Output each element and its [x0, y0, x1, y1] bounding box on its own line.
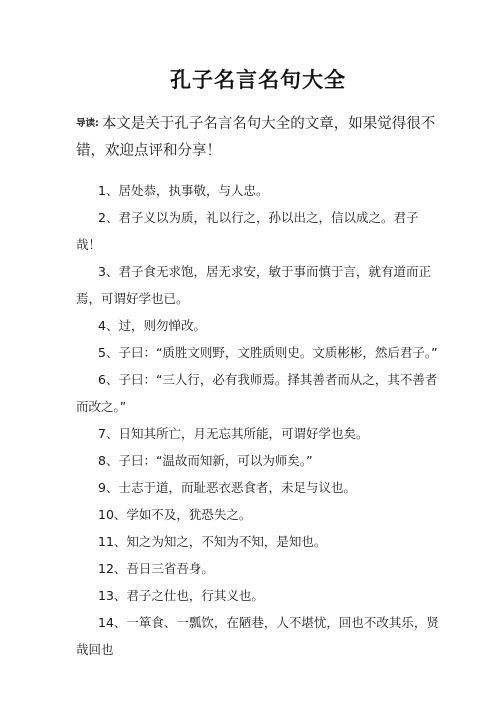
intro-lead-label: 导读:	[76, 118, 99, 129]
quote-item: 14、一箪食、一瓢饮，在陋巷，人不堪忧，回也不改其乐，贤哉回也	[76, 615, 439, 657]
quote-item: 9、士志于道，而耻恶衣恶食者，未足与议也。	[98, 480, 356, 495]
quote-item: 8、子曰：“温故而知新，可以为师矣。”	[98, 453, 313, 468]
quote-item: 12、吾日三省吾身。	[98, 561, 214, 576]
quote-item: 3、君子食无求饱，居无求安，敏于事而慎于言，就有道而正焉，可谓好学也已。	[76, 264, 431, 306]
quote-item: 7、日知其所亡，月无忘其所能，可谓好学也矣。	[98, 426, 369, 441]
quote-item: 10、学如不及，犹恐失之。	[98, 507, 252, 522]
quote-list	[76, 177, 440, 663]
article-intro	[76, 110, 440, 165]
article-title: 孔子名言名句大全	[170, 68, 346, 92]
quote-item: 11、知之为知之，不知为不知，是知也。	[98, 534, 327, 549]
intro-text: 本文是关于孔子名言名句大全的文章，如果觉得很不错，欢迎点评和分享！	[76, 116, 436, 159]
quote-item: 6、子曰：“三人行，必有我师焉。择其善者而从之，其不善者而改之。”	[76, 372, 438, 414]
quote-item: 1、居处恭，执事敬，与人忠。	[98, 183, 269, 198]
quote-item: 5、子曰：“质胜文则野，文胜质则史。文质彬彬，然后君子。”	[98, 345, 438, 360]
quote-item: 4、过，则勿惮改。	[98, 318, 206, 333]
quote-item: 13、君子之仕也，行其义也。	[98, 588, 264, 603]
quote-item: 2、君子义以为质，礼以行之，孙以出之，信以成之。君子哉！	[76, 210, 419, 252]
